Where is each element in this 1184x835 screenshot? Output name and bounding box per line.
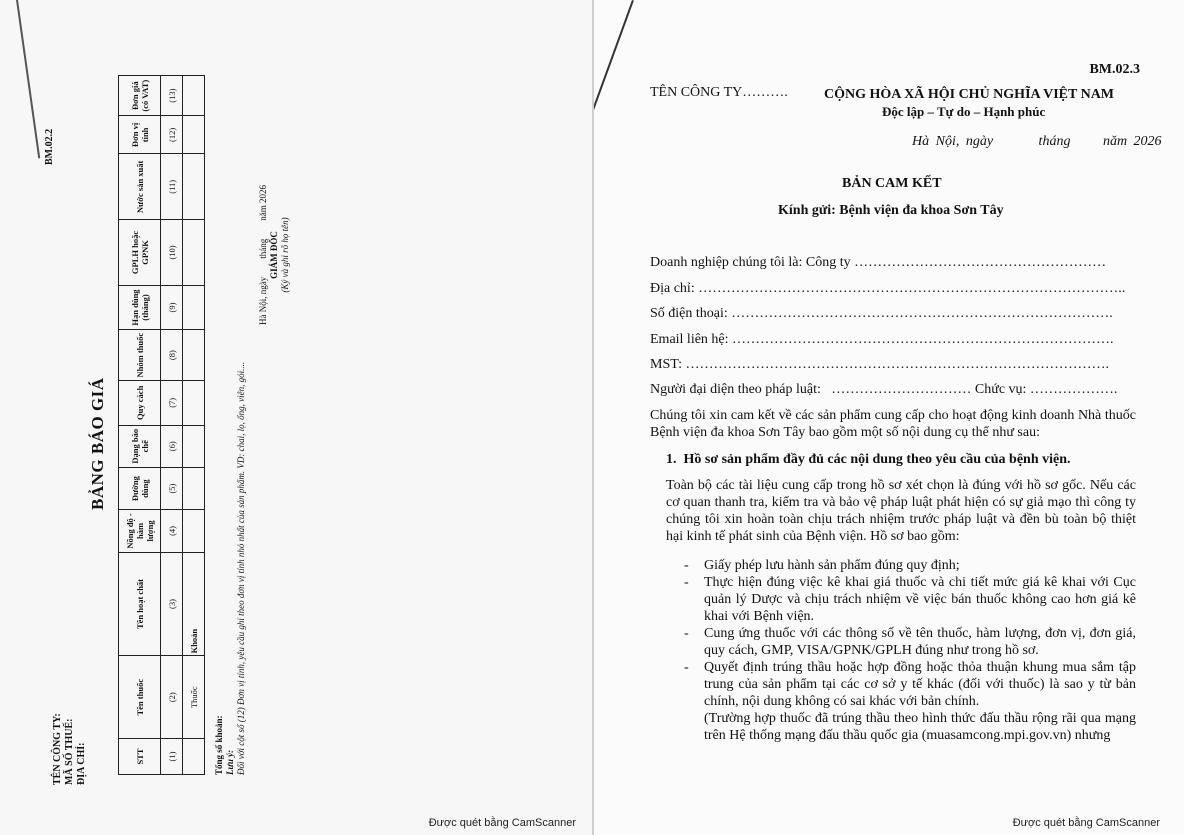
sign-title: GIÁM ĐỐC [269, 231, 279, 279]
place-date: Hà Nội, ngày tháng năm 2026 [912, 134, 1162, 149]
col-header: Hạn dùng (tháng) [119, 285, 161, 329]
representative-field: Người đại diện theo pháp luật: ………………………… Chức vụ: ………………. [650, 382, 1118, 397]
national-motto: Độc lập – Tự do – Hạnh phúc [882, 104, 1046, 119]
list-note: (Trường hợp thuốc đã trúng thầu theo hình thức đấu thầu rộng rãi qua mạng trên Hệ thống mạng đấu thầu quốc gia (muasamcong.mpi.gov.vn) nhưng [704, 711, 1136, 743]
col-header: Nước sản xuất [119, 154, 161, 220]
table-cell [183, 381, 205, 425]
column-number: (5) [161, 467, 183, 509]
col-header: Nồng độ - hàm lượng [119, 510, 161, 552]
phone-field: Số điện thoại: ………………………………………………………………………. [650, 306, 1113, 321]
column-number: (2) [161, 656, 183, 739]
col-header: Đường dùng [119, 467, 161, 509]
sign-note: (Ký và ghi rõ họ tên) [280, 217, 290, 293]
column-number: (12) [161, 116, 183, 154]
table-header-row [119, 76, 161, 775]
company-field: Doanh nghiệp chúng tôi là: Công ty ……………………………………………… [650, 255, 1107, 270]
column-number: (4) [161, 510, 183, 552]
column-number: (8) [161, 330, 183, 381]
table-cell [183, 425, 205, 467]
sign-date: Hà Nội, ngày tháng năm 2026 [258, 185, 268, 325]
table-cell [183, 76, 205, 116]
tax-code-field: MST: ………………………………………………………………………………. [650, 357, 1109, 372]
national-title: CỘNG HÒA XÃ HỘI CHỦ NGHĨA VIỆT NAM [824, 87, 1115, 102]
total-label: Tổng số khoản: [214, 715, 224, 775]
column-number: (1) [161, 739, 183, 775]
document-title: BẢN CAM KẾT [842, 176, 942, 191]
table-cell [183, 510, 205, 552]
address-label: ĐỊA CHỈ: [76, 742, 87, 785]
form-code: BM.02.2 [44, 128, 55, 165]
section-heading: 1. Hồ sơ sản phẩm đầy đủ các nội dung theo yêu cầu của bệnh viện. [666, 452, 1071, 467]
column-number: (7) [161, 381, 183, 425]
table-cell [183, 330, 205, 381]
col-header: Nhóm thuốc [119, 330, 161, 381]
item-sub-cell: Khoản [183, 552, 205, 656]
column-number: (13) [161, 76, 183, 116]
tax-code-label: MÃ SỐ THUẾ: [64, 718, 75, 785]
col-header: Tên thuốc [119, 656, 161, 739]
signature-block [258, 185, 291, 325]
price-quote-table [118, 75, 205, 775]
col-header: STT [119, 739, 161, 775]
form-code: BM.02.3 [1089, 62, 1140, 77]
col-header: Đơn vị tính [119, 116, 161, 154]
col-header: Quy cách [119, 381, 161, 425]
company-name-heading: TÊN CÔNG TY………. [650, 85, 788, 100]
column-number: (10) [161, 220, 183, 286]
company-info-block [52, 713, 88, 785]
company-name-label: TÊN CÔNG TY: [52, 713, 63, 785]
page-fold-edge [594, 0, 634, 113]
table-row [183, 76, 205, 775]
column-number-row [161, 76, 183, 775]
intro-paragraph: Chúng tôi xin cam kết về các sản phẩm cung cấp cho hoạt động kinh doanh Nhà thuốc Bệnh viện đa khoa Sơn Tây bao gồm một số nội dung cụ thể như sau: [650, 408, 1136, 440]
right-scanned-page [594, 0, 1184, 835]
recipient-line: Kính gửi: Bệnh viện đa khoa Sơn Tây [778, 203, 1004, 218]
column-number: (11) [161, 154, 183, 220]
col-header: Dạng bào chế [119, 425, 161, 467]
column-number: (9) [161, 285, 183, 329]
table-cell [183, 220, 205, 286]
note-text: Đối với cột số (12) Đơn vị tính, yêu cầu ghi theo đơn vị tính nhỏ nhất của sản phẩm. VD: chai, lọ, ống, viên, gói.... [236, 361, 246, 775]
section-body: Toàn bộ các tài liệu cung cấp trong hồ sơ xét chọn là đúng với hồ sơ gốc. Nếu các cơ quan thanh tra, kiểm tra và bảo vệ pháp luật phát hiện có sự giả mạo thì công ty chúng tôi xin hoàn toàn chịu trách nhiệm trước pháp luật và đền bù toàn bộ thiệt hại kinh tế phát sinh của Bệnh viện. Hồ sơ bao gồm: [666, 478, 1136, 544]
col-header: GPLH hoặc GPNK [119, 220, 161, 286]
list-item: - Quyết định trúng thầu hoặc hợp đồng hoặc thỏa thuận khung mua sắm tập trung của sản phẩm tại các cơ sở y tế khác (đối với thuốc) là sao y từ bản chính, nội dung không có sai khác với bản chính. [684, 659, 1136, 710]
table-cell [183, 467, 205, 509]
commitment-list [684, 557, 1136, 710]
list-item: - Thực hiện đúng việc kê khai giá thuốc và chi tiết mức giá kê khai với Cục quản lý Dược và chịu trách nhiệm về việc bán thuốc không cao hơn giá kê khai với Bệnh viện. [684, 574, 1136, 625]
column-number: (6) [161, 425, 183, 467]
col-header: Tên hoạt chất [119, 552, 161, 656]
scanner-watermark: Được quét bằng CamScanner [1012, 817, 1160, 829]
address-field: Địa chỉ: ……………………………………………………………………………….. [650, 281, 1126, 296]
table-notes [214, 362, 247, 775]
col-header: Đơn giá (có VAT) [119, 76, 161, 116]
scanner-watermark: Được quét bằng CamScanner [428, 817, 576, 829]
table-cell [183, 285, 205, 329]
email-field: Email liên hệ: ………………………………………………………………………. [650, 332, 1114, 347]
list-item: - Giấy phép lưu hành sản phẩm đúng quy định; [684, 557, 1136, 574]
table-cell [183, 739, 205, 775]
table-cell [183, 116, 205, 154]
list-item: - Cung ứng thuốc với các thông số về tên thuốc, hàm lượng, đơn vị, đơn giá, quy cách, GMP, VISA/GPNK/GPLH đúng như trong hồ sơ. [684, 625, 1136, 659]
rotated-price-quote-form [0, 15, 592, 785]
note-label: Lưu ý: [225, 749, 235, 775]
column-number: (3) [161, 552, 183, 656]
item-type-cell: Thuốc [183, 656, 205, 739]
table-cell [183, 154, 205, 220]
price-quote-title: BẢNG BÁO GIÁ [88, 377, 107, 510]
